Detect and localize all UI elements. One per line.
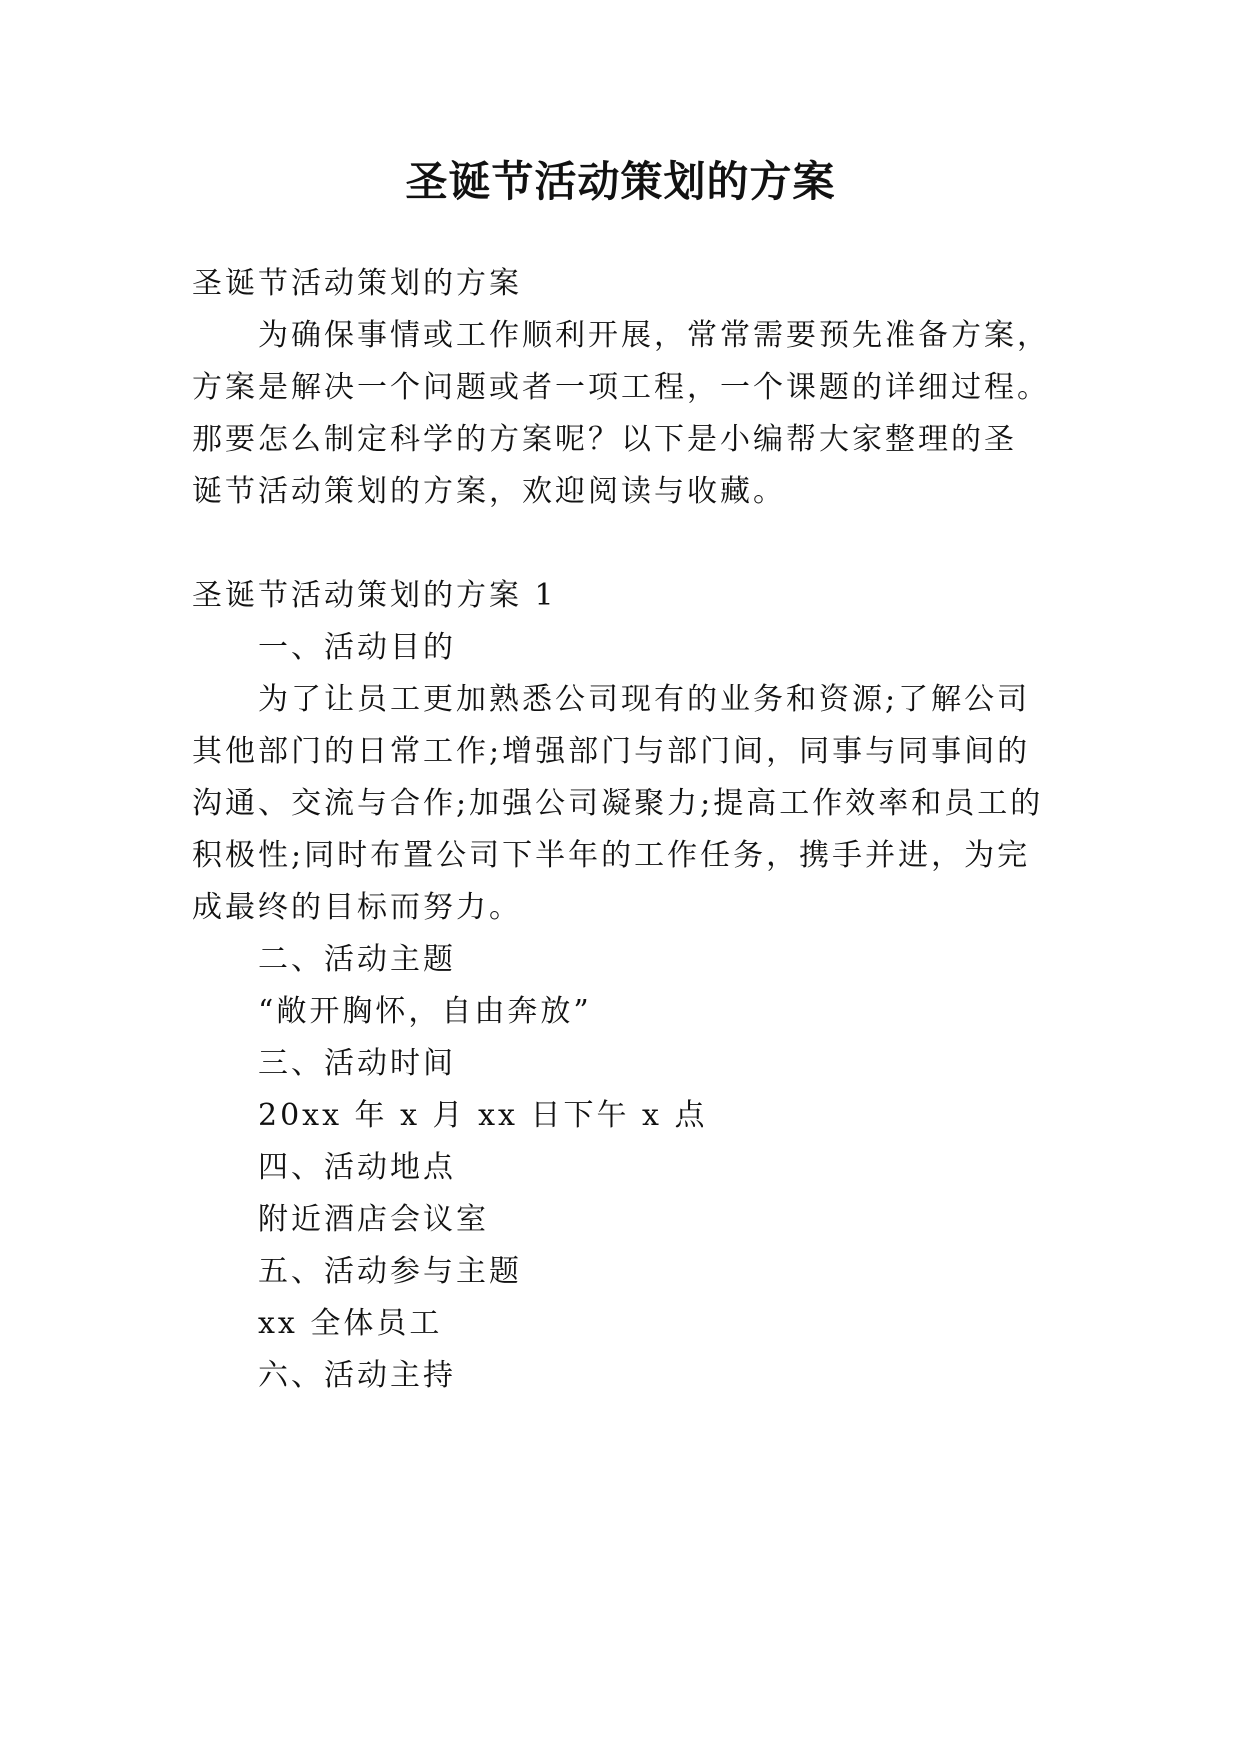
host-heading: 六、活动主持 — [258, 1358, 456, 1393]
section-heading: 圣诞节活动策划的方案 1 — [192, 578, 557, 613]
purpose-paragraph-line: 积极性;同时布置公司下半年的工作任务，携手并进，为完 — [192, 838, 1031, 873]
purpose-paragraph-line: 其他部门的日常工作;增强部门与部门间，同事与同事间的 — [192, 734, 1031, 769]
intro-paragraph-line: 诞节活动策划的方案，欢迎阅读与收藏。 — [192, 474, 786, 509]
theme-heading: 二、活动主题 — [258, 942, 456, 977]
purpose-paragraph-line: 成最终的目标而努力。 — [192, 890, 522, 925]
purpose-heading: 一、活动目的 — [258, 630, 456, 665]
theme-text: “敞开胸怀，自由奔放” — [258, 994, 592, 1029]
intro-paragraph-line: 那要怎么制定科学的方案呢？以下是小编帮大家整理的圣 — [192, 422, 1017, 457]
participants-text: xx 全体员工 — [258, 1306, 443, 1341]
participants-heading: 五、活动参与主题 — [258, 1254, 522, 1289]
purpose-paragraph-line: 为了让员工更加熟悉公司现有的业务和资源;了解公司 — [258, 682, 1031, 717]
place-heading: 四、活动地点 — [258, 1150, 456, 1185]
intro-paragraph-line: 方案是解决一个问题或者一项工程，一个课题的详细过程。 — [192, 370, 1050, 405]
purpose-paragraph-line: 沟通、交流与合作;加强公司凝聚力;提高工作效率和员工的 — [192, 786, 1044, 821]
document-title: 圣诞节活动策划的方案 — [405, 157, 836, 206]
intro-heading: 圣诞节活动策划的方案 — [192, 266, 522, 301]
intro-paragraph-line: 为确保事情或工作顺利开展，常常需要预先准备方案， — [258, 318, 1050, 353]
time-heading: 三、活动时间 — [258, 1046, 456, 1081]
place-text: 附近酒店会议室 — [258, 1202, 489, 1237]
time-text: 20xx 年 x 月 xx 日下午 x 点 — [258, 1098, 708, 1133]
